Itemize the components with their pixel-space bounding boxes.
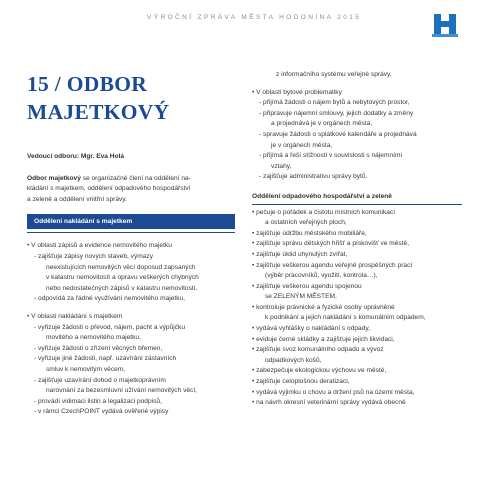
intro-bold: Odbor majetkový [27, 174, 81, 182]
list-item: - zajišťuje uzavírání dohod o majetkoprávním [34, 376, 166, 384]
list-item: • zajišťuje úklid uhynulých zvířat, [252, 250, 348, 258]
list-item: • vydává výjimku o chovu a držení psů na území města, [252, 388, 415, 396]
section-title [27, 70, 235, 126]
section-title-line2: MAJETKOVÝ [27, 100, 170, 124]
list-item: smluv k nemovitým věcem, [46, 365, 126, 373]
list-item: - zajišťuje zápisy nových staveb, výmazy [34, 252, 154, 260]
list-item: se ZELENÝM MĚSTEM, [265, 293, 337, 301]
housing-list [252, 70, 462, 183]
intro-paragraph [27, 174, 235, 206]
right-column [252, 70, 462, 409]
page-header [0, 12, 480, 42]
report-title: VÝROČNÍ ZPRÁVA MĚSTA HODONÍNA 2015 [147, 14, 362, 21]
list-item: • zajišťuje celoplošnou deratizaci, [252, 378, 350, 386]
list-item: • zabezpečuje ekologickou výchovu ve městě, [252, 367, 387, 375]
section-title-waste: Oddělení odpadového hospodářství a zeleně [252, 192, 392, 200]
section-bar-asset-management: Oddělení nakládání s majetkem [27, 214, 235, 229]
list-item: - odpovídá za řádné využívání nemovitého majetku, [34, 295, 186, 303]
list-item: • zajišťuje veškerou agendu spojenou [252, 282, 362, 290]
list-item: - přijímá a řeší stížnosti v souvislosti s nájemními [259, 152, 402, 160]
list-item: movitého a nemovitého majetku, [46, 334, 141, 342]
list-item: - přijímá žádosti o nájem bytů a nebytových prostor, [259, 99, 410, 107]
list-item: • pečuje o pořádek a čistotu místních komunikací [252, 208, 396, 216]
list-item: • vydává vyhlášky o nakládání s odpady, [252, 325, 371, 333]
list-item: • zajišťuje svoz komunálního odpadu a vývoz [252, 346, 384, 354]
list-item: v katastru nemovitostí a opravu veškerých chybných [46, 274, 199, 282]
list-item: - vyřizuje žádosti o zřízení věcných břemen, [34, 344, 163, 352]
list-item: vztahy, [271, 162, 292, 170]
asset-management-list [27, 241, 235, 418]
list-item: • zajišťuje veškerou agendu veřejně prospěšných prací [252, 261, 413, 269]
list-item: • V oblasti zápisů a evidence nemovitého majetku [27, 242, 172, 250]
list-item: k podnikání a jejich nakládání s komunálním odpadem, [265, 314, 426, 322]
list-item: • kontroluje právnické a fyzické osoby oprávněné [252, 303, 395, 311]
intro-line1: se organizačně člení na oddělení na- [80, 174, 191, 182]
list-item: z informačního systému veřejné správy, [276, 71, 392, 78]
department-head: Vedoucí odboru: Mgr. Eva Holá [27, 153, 125, 160]
list-item: • V oblasti bytové problematiky [252, 88, 342, 96]
list-item: - připravuje nájemní smlouvy, jejich dodatky a změny [259, 109, 414, 117]
list-item: • zajišťuje správu dětských hřišť a pískovišť ve městě, [252, 240, 410, 248]
list-item: - vyřizuje jiné žádosti, např. uzavírání zástavních [34, 355, 177, 363]
list-item: a projednává je v orgánech města, [271, 120, 373, 128]
list-item: odpadkových košů, [265, 356, 322, 364]
hodonin-logo-icon [432, 12, 460, 38]
left-column [27, 70, 235, 418]
list-item: • eviduje černé skládky a zajišťuje jejich likvidaci, [252, 335, 395, 343]
list-item: - v rámci CzechPOINT vydává ověřené výpisy [34, 408, 169, 416]
list-item: - provádí vidimaci listin a legalizaci podpisů, [34, 397, 162, 405]
list-item: - vyřizuje žádosti o převod, nájem, pacht a výpůjčku [34, 323, 185, 331]
list-item: neexistujících nemovitých věcí doposud zapsaných [46, 263, 196, 271]
list-item: • na návrh okresní veterinární správy vydává obecně [252, 399, 406, 407]
list-item: narovnání za bezesmluvní užívání nemovitých věcí, [46, 387, 197, 395]
list-item: (výběr pracovníků, využití, kontrola…), [265, 272, 378, 280]
section-title-line1: 15 / ODBOR [27, 72, 148, 96]
waste-management-list [252, 208, 462, 409]
intro-line3: a zeleně a oddělení vnitřní správy. [27, 195, 127, 203]
list-item: - spravuje žádosti o splátkové kalendáře a projednává [259, 130, 417, 138]
list-item: a ostatních veřejných ploch, [265, 219, 347, 227]
list-item: • zajišťuje údržbu městského mobiliáře, [252, 229, 367, 237]
list-item: je v orgánech města, [271, 141, 333, 149]
list-item: nebo nedostatečných zápisů v katastru nemovitostí, [46, 284, 198, 292]
list-item: • V oblasti nakládání s majetkem [27, 312, 123, 320]
intro-line2: kládání s majetkem, oddělení odpadového hospodářství [27, 185, 191, 193]
list-item: - zajišťuje administrativu správy bytů. [259, 173, 368, 181]
